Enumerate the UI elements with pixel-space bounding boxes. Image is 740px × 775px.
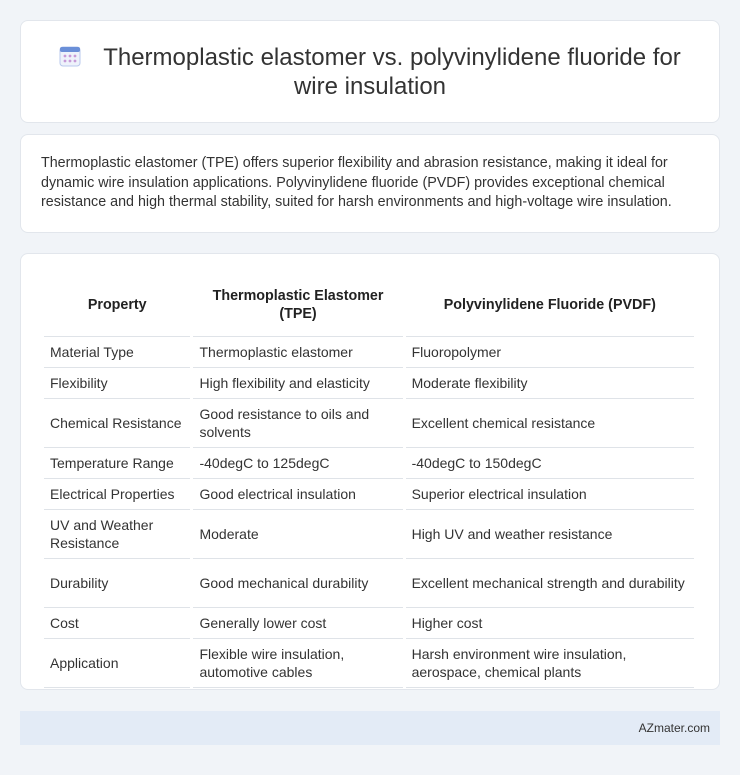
- table-cell: Superior electrical insulation: [406, 479, 694, 510]
- table-cell: Harsh environment wire insulation, aerospace, chemical plants: [406, 639, 694, 688]
- page-title: [51, 43, 689, 101]
- table-cell: UV and Weather Resistance: [44, 510, 190, 559]
- intro-text: Thermoplastic elastomer (TPE) offers superior flexibility and abrasion resistance, making it ideal for dynamic wire insulation applications. Polyvinylidene fluoride (PVDF) provides exceptional chemical resistance and high thermal stability, suited for harsh environments and high-voltage wire insulation.: [41, 155, 672, 210]
- comparison-card: [20, 253, 720, 690]
- title-card: [20, 20, 720, 123]
- table-cell: Chemical Resistance: [44, 399, 190, 448]
- table-cell: Thermoplastic elastomer: [193, 337, 402, 368]
- page-title-text: Thermoplastic elastomer vs. polyvinylidene fluoride for wire insulation: [103, 43, 681, 100]
- calendar-icon: [59, 45, 81, 67]
- table-row: [44, 510, 694, 559]
- table-header-cell: Polyvinylidene Fluoride (PVDF): [406, 274, 694, 337]
- comparison-table: [41, 274, 697, 688]
- table-header-cell: Thermoplastic Elastomer (TPE): [193, 274, 402, 337]
- table-cell: Higher cost: [406, 608, 694, 639]
- table-row: [44, 448, 694, 479]
- table-row: [44, 399, 694, 448]
- table-header-cell: Property: [44, 274, 190, 337]
- table-row: [44, 608, 694, 639]
- table-cell: -40degC to 150degC: [406, 448, 694, 479]
- table-cell: Durability: [44, 559, 190, 608]
- table-row: [44, 559, 694, 608]
- table-cell: Application: [44, 639, 190, 688]
- table-cell: Cost: [44, 608, 190, 639]
- table-cell: Good electrical insulation: [193, 479, 402, 510]
- table-header-row: [44, 274, 694, 337]
- table-cell: Generally lower cost: [193, 608, 402, 639]
- table-cell: High UV and weather resistance: [406, 510, 694, 559]
- table-cell: -40degC to 125degC: [193, 448, 402, 479]
- footer-bar: [20, 711, 720, 745]
- table-cell: Flexibility: [44, 368, 190, 399]
- intro-card: [20, 134, 720, 233]
- table-cell: Good resistance to oils and solvents: [193, 399, 402, 448]
- table-cell: Material Type: [44, 337, 190, 368]
- table-cell: High flexibility and elasticity: [193, 368, 402, 399]
- table-cell: Flexible wire insulation, automotive cables: [193, 639, 402, 688]
- table-row: [44, 639, 694, 688]
- table-cell: Moderate: [193, 510, 402, 559]
- table-cell: Excellent chemical resistance: [406, 399, 694, 448]
- table-cell: Electrical Properties: [44, 479, 190, 510]
- footer-brand[interactable]: AZmater.com: [638, 721, 710, 735]
- table-cell: Moderate flexibility: [406, 368, 694, 399]
- table-row: [44, 337, 694, 368]
- table-cell: Fluoropolymer: [406, 337, 694, 368]
- table-cell: Temperature Range: [44, 448, 190, 479]
- table-row: [44, 368, 694, 399]
- table-row: [44, 479, 694, 510]
- table-cell: Excellent mechanical strength and durability: [406, 559, 694, 608]
- table-cell: Good mechanical durability: [193, 559, 402, 608]
